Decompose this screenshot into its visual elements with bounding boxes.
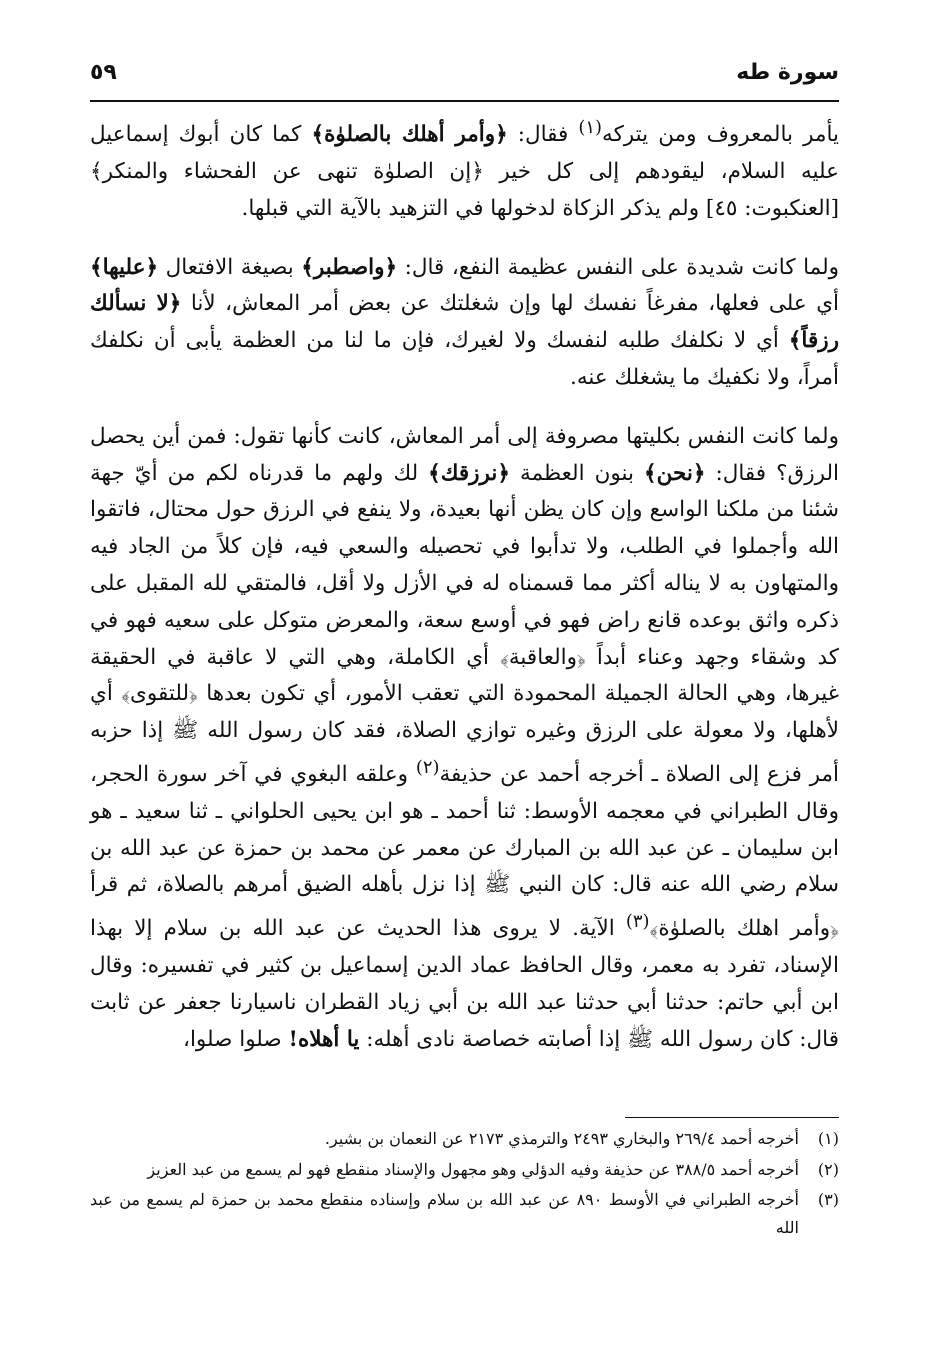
quran-quote: ﴿عليها﴾ bbox=[90, 254, 159, 280]
footnote-number: (١) bbox=[817, 1129, 839, 1148]
text-run: ولما كانت شديدة على النفس عظيمة النفع، قال: bbox=[397, 254, 840, 280]
text-run: ولما كانت النفس بكليتها مصروفة إلى أمر المعاش، كانت كأنها تقول: فمن أين يحصل الرزق؟ فقال: bbox=[90, 423, 839, 486]
text-run: أي لا نكلفك طلبه لنفسك ولا لغيرك، فإن ما لنا من العظمة يأبى أن نكلفك أمراً، ولا نكفيك ما يشغلك عنه. bbox=[90, 328, 839, 390]
quran-quote: ﴿وأمر اهلك بالصلوٰة﴾ bbox=[649, 916, 839, 942]
footnote-ref-3: (٣) bbox=[625, 911, 650, 933]
footnote-ref-1: (١) bbox=[578, 117, 603, 138]
page-number: ٥٩ bbox=[90, 60, 117, 85]
text-run: لك ولهم ما قدرناه لكم من أيّ جهة شئنا من ملكنا الواسع وإن كان يظن أنها بعيدة، ولا ينفع في الرزق حول محتال، فاتقوا الله وأجملوا في الطلب، ولا تدأبوا في تحصيله والسعي فيه، فإن كلاً من الجاد فيه والمتهاون به لا يناله أكثر مما قسمناه له في الأزل ولا أقل، فالمتقي لله المقبل على ذكره واثق بوعده قانع راض فهو في أوسع سعة، والمعرض متوكل على سعيه فهو في كد وشقاء وجهد وعناء أبداً bbox=[90, 460, 839, 670]
quran-quote: ﴿نحن﴾ bbox=[644, 460, 706, 486]
footnote-1 bbox=[90, 1125, 839, 1153]
footnotes bbox=[90, 1125, 839, 1244]
footnote-text: أخرجه الطبراني في الأوسط ٨٩٠ عن عبد الله بن سلام وإسناده منقطع محمد بن حمزة لم يسمع من عبد الله bbox=[90, 1190, 800, 1237]
text-run: بصيغة الافتعال bbox=[158, 254, 302, 280]
footnote-text: أخرجه أحمد ٢٦٩/٤ والبخاري ٢٤٩٣ والترمذي ٢١٧٣ عن النعمان بن بشير. bbox=[324, 1129, 799, 1148]
header-divider bbox=[90, 100, 839, 102]
paragraph-3 bbox=[90, 419, 839, 1059]
quran-quote: ﴿واصطبر﴾ bbox=[301, 254, 398, 280]
bold-phrase: يا أهلاه! bbox=[288, 1026, 360, 1052]
text-run: كما كان أبوك إسماعيل عليه السلام، ليقودهم إلى كل خير bbox=[90, 122, 839, 184]
text-run: فقال: bbox=[507, 122, 579, 148]
footnote-number: (٢) bbox=[817, 1159, 839, 1179]
text-run: أي الكاملة، وهي التي لا عاقبة في الحقيقة غيرها، وهي الحالة الجميلة المحمودة التي تعقب الأمور، أي تكون بعدها bbox=[90, 644, 840, 707]
text-run: [العنكبوت: ٤٥] ولم يذكر الزكاة لدخولها في التزهيد بالآية التي قبلها. bbox=[241, 195, 839, 221]
surah-title: سورة طه bbox=[736, 60, 839, 85]
paragraph-2 bbox=[90, 250, 839, 397]
paragraph-1 bbox=[90, 110, 839, 228]
quran-quote: ﴿للتقوى﴾ bbox=[121, 681, 198, 707]
quran-quote: ﴿وأمر أهلك بالصلوٰة﴾ bbox=[311, 122, 508, 148]
quran-quote: ﴿إن الصلوٰة تنهى عن الفحشاء والمنكر﴾ bbox=[90, 158, 484, 184]
footnote-divider bbox=[625, 1117, 839, 1118]
main-text bbox=[90, 110, 839, 1059]
footnote-ref-2: (٢) bbox=[415, 756, 440, 778]
footnote-2 bbox=[90, 1156, 839, 1184]
text-run: أي على فعلها، مفرغاً نفسك لها وإن شغلتك عن بعض أمر المعاش، لأنا bbox=[181, 291, 839, 317]
footnote-text: أخرجه أحمد ٣٨٨/٥ عن حذيفة وفيه الدؤلي وهو مجهول والإسناد منقطع فهو لم يسمع من عبد العزيز bbox=[147, 1159, 799, 1179]
text-run: وعلقه البغوي في آخر سورة الحجر، وقال الطبراني في معجمه الأوسط: ثنا أحمد ـ هو ابن يحيى الحلواني ـ ثنا سعيد ـ هو ابن سليمان ـ عن عبد الله بن المبارك عن معمر عن محمد بن حمزة عن عبد الله بن سلام رضي الله عنه قال: كان النبي ﷺ إذا نزل بأهله الضيق أمرهم بالصلاة، ثم قرأ bbox=[90, 762, 839, 898]
text-run: الآية. لا يروى هذا الحديث عن عبد الله بن سلام إلا بهذا الإسناد، تفرد به معمر، وقال الحافظ عماد الدين إسماعيل بن كثير في تفسيره: وقال ابن أبي حاتم: حدثنا أبي حدثنا عبد الله بن أبي زياد القطران ناسيارنا جعفر عن ثابت قال: كان رسول الله ﷺ إذا أصابته خصاصة نادى أهله: bbox=[90, 916, 839, 1052]
text-run: يأمر بالمعروف ومن يتركه bbox=[602, 122, 839, 148]
quran-quote: ﴿نرزقك﴾ bbox=[428, 460, 510, 486]
quran-quote: ﴿لا نسألك رزقاً﴾ bbox=[90, 291, 839, 354]
footnote-3 bbox=[90, 1186, 839, 1241]
footnote-number: (٣) bbox=[817, 1190, 839, 1209]
text-run: أي لأهلها، ولا معولة على الرزق وغيره توازي الصلاة، فقد كان رسول الله ﷺ إذا حزبه أمر فزع إلى الصلاة ـ أخرجه أحمد عن حذيفة bbox=[90, 681, 839, 788]
text-run: بنون العظمة bbox=[510, 460, 645, 486]
text-run: صلوا صلوا، bbox=[183, 1026, 289, 1052]
page-header bbox=[90, 58, 839, 98]
quran-quote: ﴿والعاقبة﴾ bbox=[500, 644, 586, 670]
